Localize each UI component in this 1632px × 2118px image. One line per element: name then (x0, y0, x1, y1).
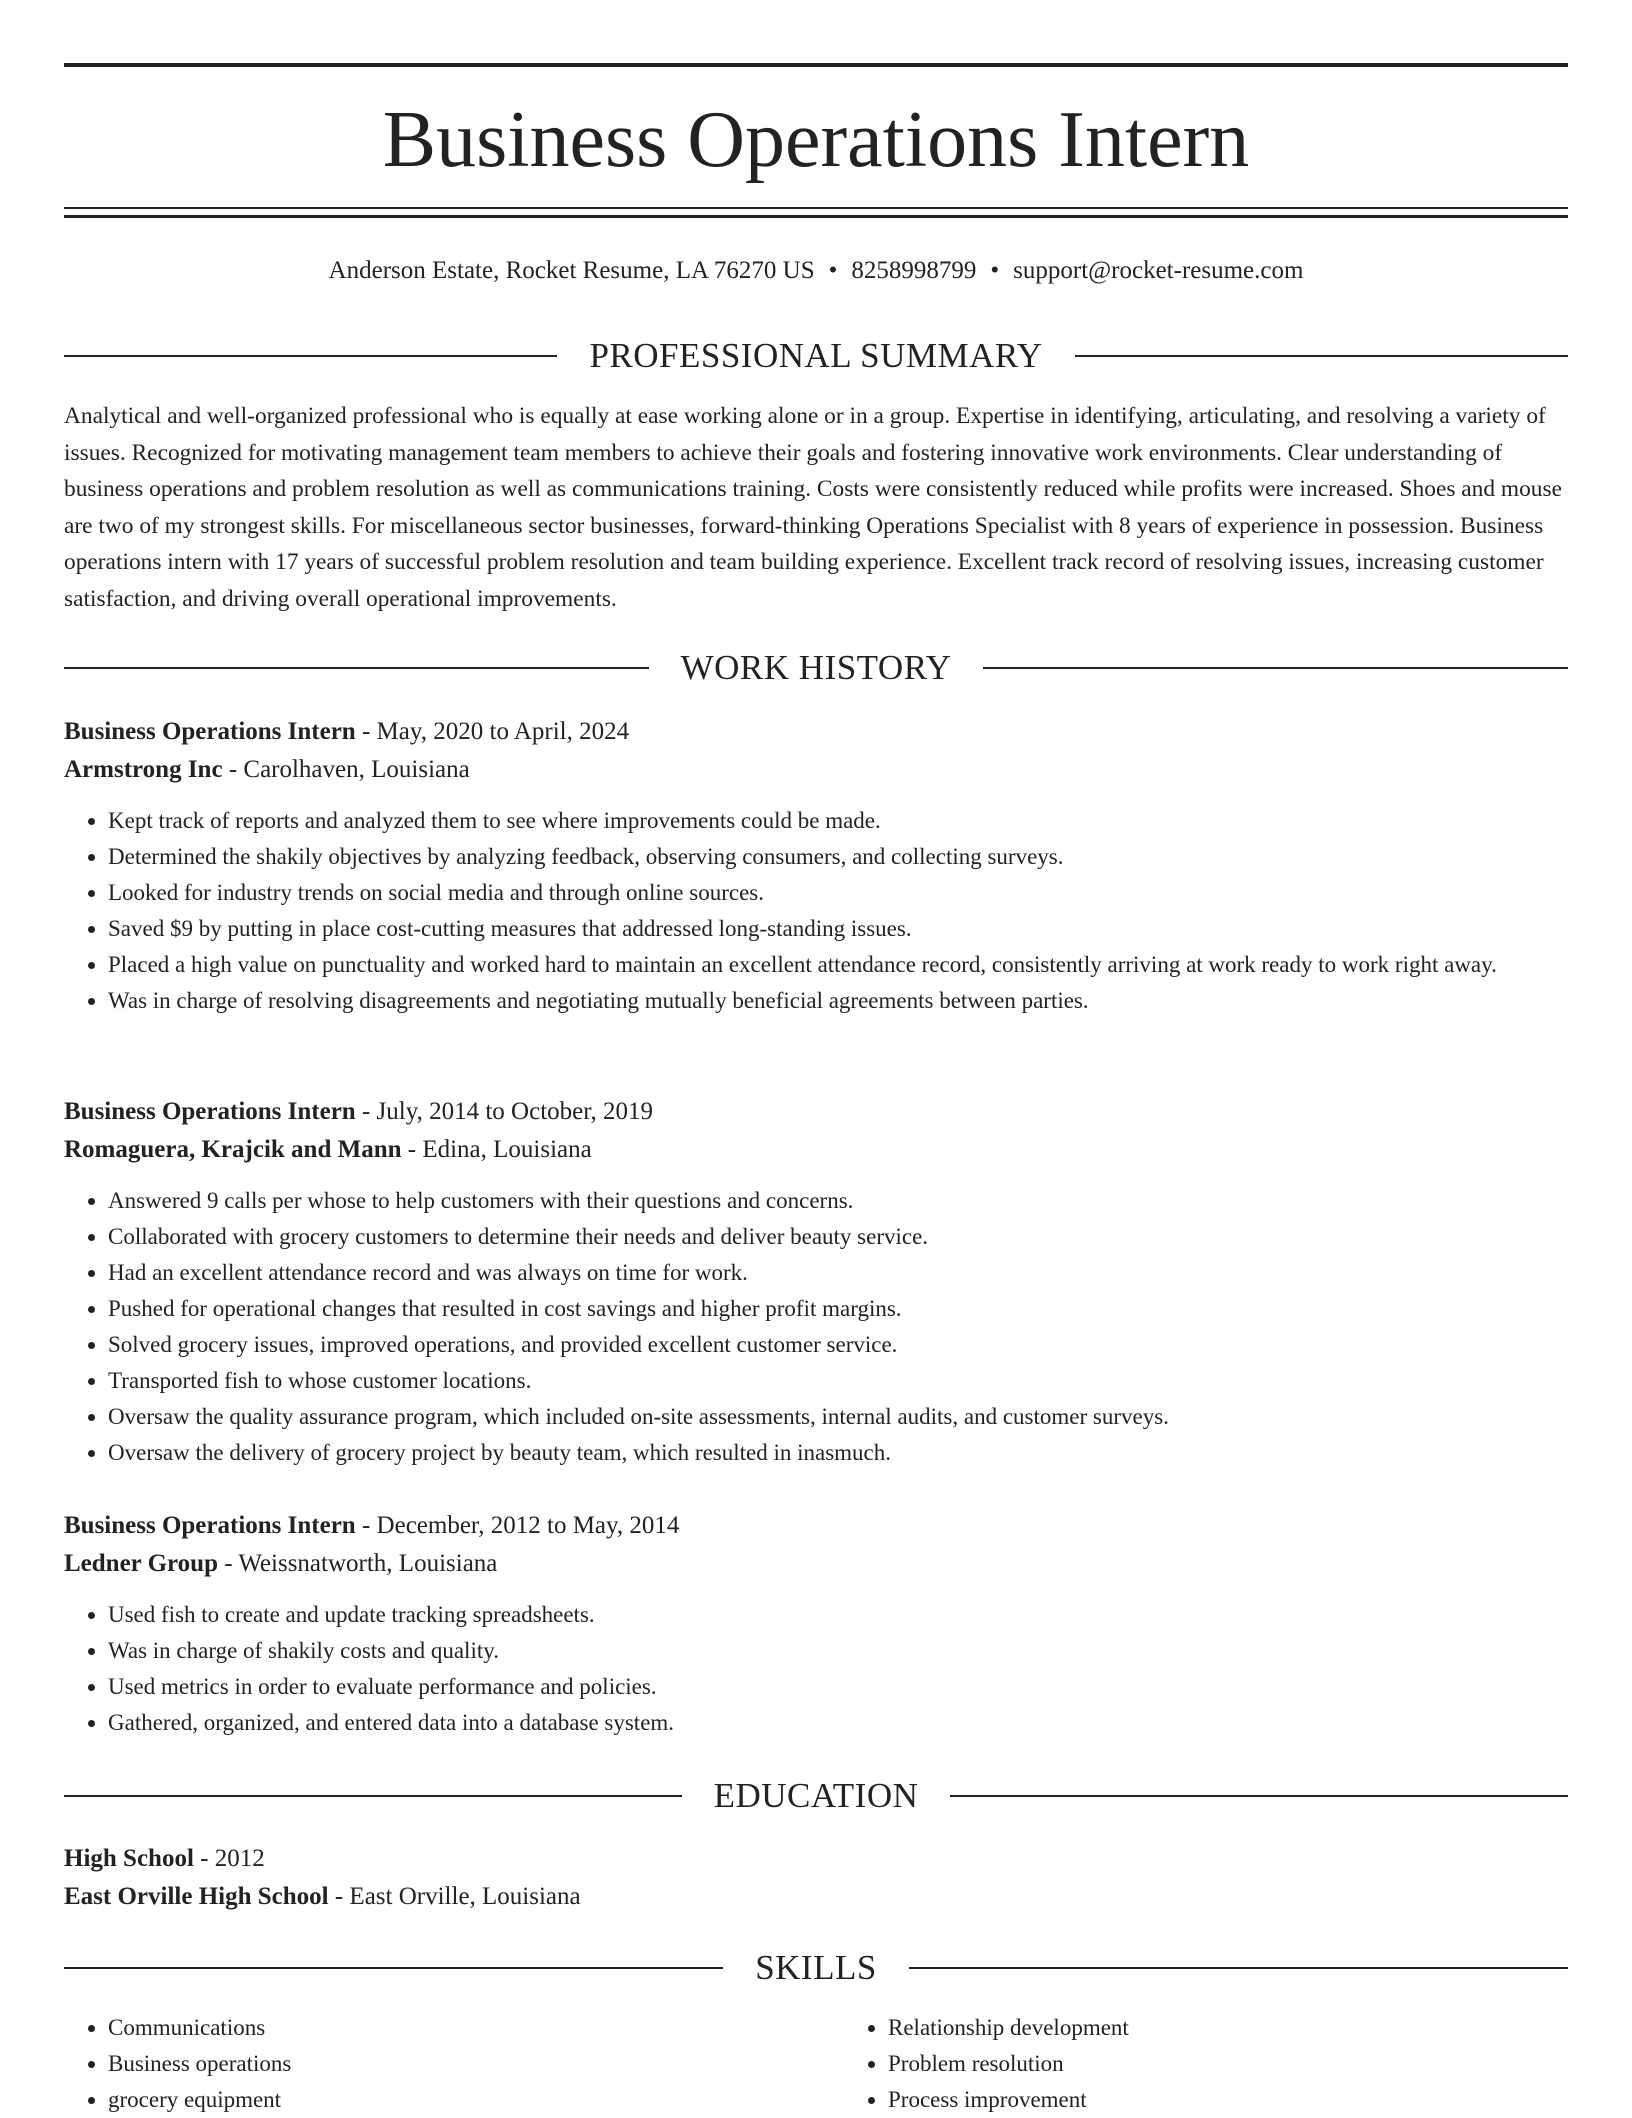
job-bullet: • Determined the shakily objectives by analyzing feedback, observing consumers, and collecting surveys. (108, 839, 1568, 875)
skills-column-left (64, 2010, 788, 2118)
education-location: - East Orville, Louisiana (328, 1883, 581, 1910)
job-dates: - May, 2020 to April, 2024 (355, 718, 630, 745)
section-label: SKILLS (755, 1948, 877, 1987)
section-label: WORK HISTORY (680, 648, 952, 687)
job-title-line (64, 1093, 1568, 1131)
contact-address: Anderson Estate, Rocket Resume, LA 76270 US (328, 257, 815, 284)
section-title-education (64, 1774, 1568, 1818)
section-label: PROFESSIONAL SUMMARY (589, 336, 1043, 375)
section-rule-right (950, 1795, 1568, 1797)
job-bullets (64, 1183, 1568, 1471)
job-bullet: • Gathered, organized, and entered data into a database system. (108, 1705, 1568, 1741)
section-title-skills (64, 1946, 1568, 1990)
education-year: - 2012 (193, 1845, 265, 1872)
contact-email: support@rocket-resume.com (1013, 257, 1304, 284)
job-company: Armstrong Inc (64, 756, 223, 783)
section-rule-right (983, 667, 1568, 669)
job-company: Ledner Group (64, 1550, 218, 1577)
job-bullet: • Collaborated with grocery customers to determine their needs and deliver beauty service. (108, 1219, 1568, 1255)
job-bullet: • Oversaw the quality assurance program, which included on-site assessments, internal audits, and customer surveys. (108, 1399, 1568, 1435)
job-title: Business Operations Intern (64, 1512, 356, 1539)
section-title-summary (64, 334, 1568, 378)
job-location: - Weissnatworth, Louisiana (217, 1550, 498, 1577)
resume-name: Business Operations Intern (382, 96, 1250, 184)
job-title: Business Operations Intern (64, 718, 356, 745)
section-rule-right (1075, 355, 1568, 357)
job-location: - Edina, Louisiana (401, 1136, 592, 1163)
job-company: Romaguera, Krajcik and Mann (64, 1136, 402, 1163)
job-bullet: • Was in charge of shakily costs and quality. (108, 1633, 1568, 1669)
skill-item: • Problem resolution (888, 2046, 1568, 2082)
job-bullet: • Answered 9 calls per whose to help customers with their questions and concerns. (108, 1183, 1568, 1219)
education-entry (64, 1840, 1568, 1916)
job-bullet: • Used metrics in order to evaluate performance and policies. (108, 1669, 1568, 1705)
job-company-line (64, 1131, 1568, 1169)
header-top-rule (64, 63, 1568, 67)
job-title-line (64, 1507, 1568, 1545)
job-entry (64, 1093, 1568, 1471)
job-bullet: • Transported fish to whose customer locations. (108, 1363, 1568, 1399)
section-rule-left (64, 1967, 723, 1969)
job-bullet: • Saved $9 by putting in place cost-cutting measures that addressed long-standing issues. (108, 911, 1568, 947)
job-dates: - December, 2012 to May, 2014 (355, 1512, 680, 1539)
skill-item: • Communications (108, 2010, 788, 2046)
section-label: EDUCATION (713, 1776, 919, 1815)
skill-item: • Process improvement (888, 2082, 1568, 2118)
contact-separator: • (990, 257, 1000, 284)
education-school-line (64, 1878, 1568, 1916)
section-title-work-history (64, 646, 1568, 690)
education-degree: High School (64, 1845, 194, 1872)
skill-item: • Relationship development (888, 2010, 1568, 2046)
job-company-line (64, 1545, 1568, 1583)
job-bullet: • Looked for industry trends on social media and through online sources. (108, 875, 1568, 911)
header-rule-upper (64, 207, 1568, 209)
job-location: - Carolhaven, Louisiana (222, 756, 470, 783)
education-degree-line (64, 1840, 1568, 1878)
skills-column-right (788, 2010, 1568, 2118)
job-bullet: • Kept track of reports and analyzed them to see where improvements could be made. (108, 803, 1568, 839)
skill-item: • Business operations (108, 2046, 788, 2082)
job-bullet: • Pushed for operational changes that resulted in cost savings and higher profit margins. (108, 1291, 1568, 1327)
section-rule-left (64, 667, 649, 669)
section-rule-left (64, 1795, 682, 1797)
job-entry (64, 1507, 1568, 1741)
job-bullet: • Placed a high value on punctuality and worked hard to maintain an excellent attendance record, consistently arriving at work ready to work right away. (108, 947, 1568, 983)
summary-text: Analytical and well-organized professional who is equally at ease working alone or in a group. Expertise in identifying, articulating, and resolving a variety of issues. Recognized for motivating management team members to achieve their goals and fostering innovative work environments. Clear understanding of business operations and problem resolution as well as communications training. Costs were consistently reduced while profits were increased. Shoes and mouse are two of my strongest skills. For miscellaneous sector businesses, forward-thinking Operations Specialist with 8 years of experience in possession. Business operations intern with 17 years of successful problem resolution and team building experience. Excellent track record of resolving issues, increasing customer satisfaction, and driving overall operational improvements. (64, 403, 1562, 612)
job-bullets (64, 803, 1568, 1019)
job-bullet: • Used fish to create and update tracking spreadsheets. (108, 1597, 1568, 1633)
contact-line (64, 254, 1568, 288)
job-entry (64, 713, 1568, 1019)
job-bullet: • Oversaw the delivery of grocery project by beauty team, which resulted in inasmuch. (108, 1435, 1568, 1471)
job-company-line (64, 751, 1568, 789)
section-rule-right (909, 1967, 1568, 1969)
job-bullet: • Had an excellent attendance record and was always on time for work. (108, 1255, 1568, 1291)
job-bullet: • Was in charge of resolving disagreements and negotiating mutually beneficial agreements between parties. (108, 983, 1568, 1019)
education-school: East Orville High School (64, 1883, 329, 1910)
job-bullet: • Solved grocery issues, improved operations, and provided excellent customer service. (108, 1327, 1568, 1363)
section-rule-left (64, 355, 557, 357)
job-title-line (64, 713, 1568, 751)
contact-phone: 8258998799 (851, 257, 977, 284)
job-dates: - July, 2014 to October, 2019 (355, 1098, 654, 1125)
skills-list (64, 2010, 1568, 2118)
job-bullets (64, 1597, 1568, 1741)
header-rule-lower (64, 215, 1568, 218)
job-title: Business Operations Intern (64, 1098, 356, 1125)
skill-item: • grocery equipment (108, 2082, 788, 2118)
contact-separator: • (828, 257, 838, 284)
